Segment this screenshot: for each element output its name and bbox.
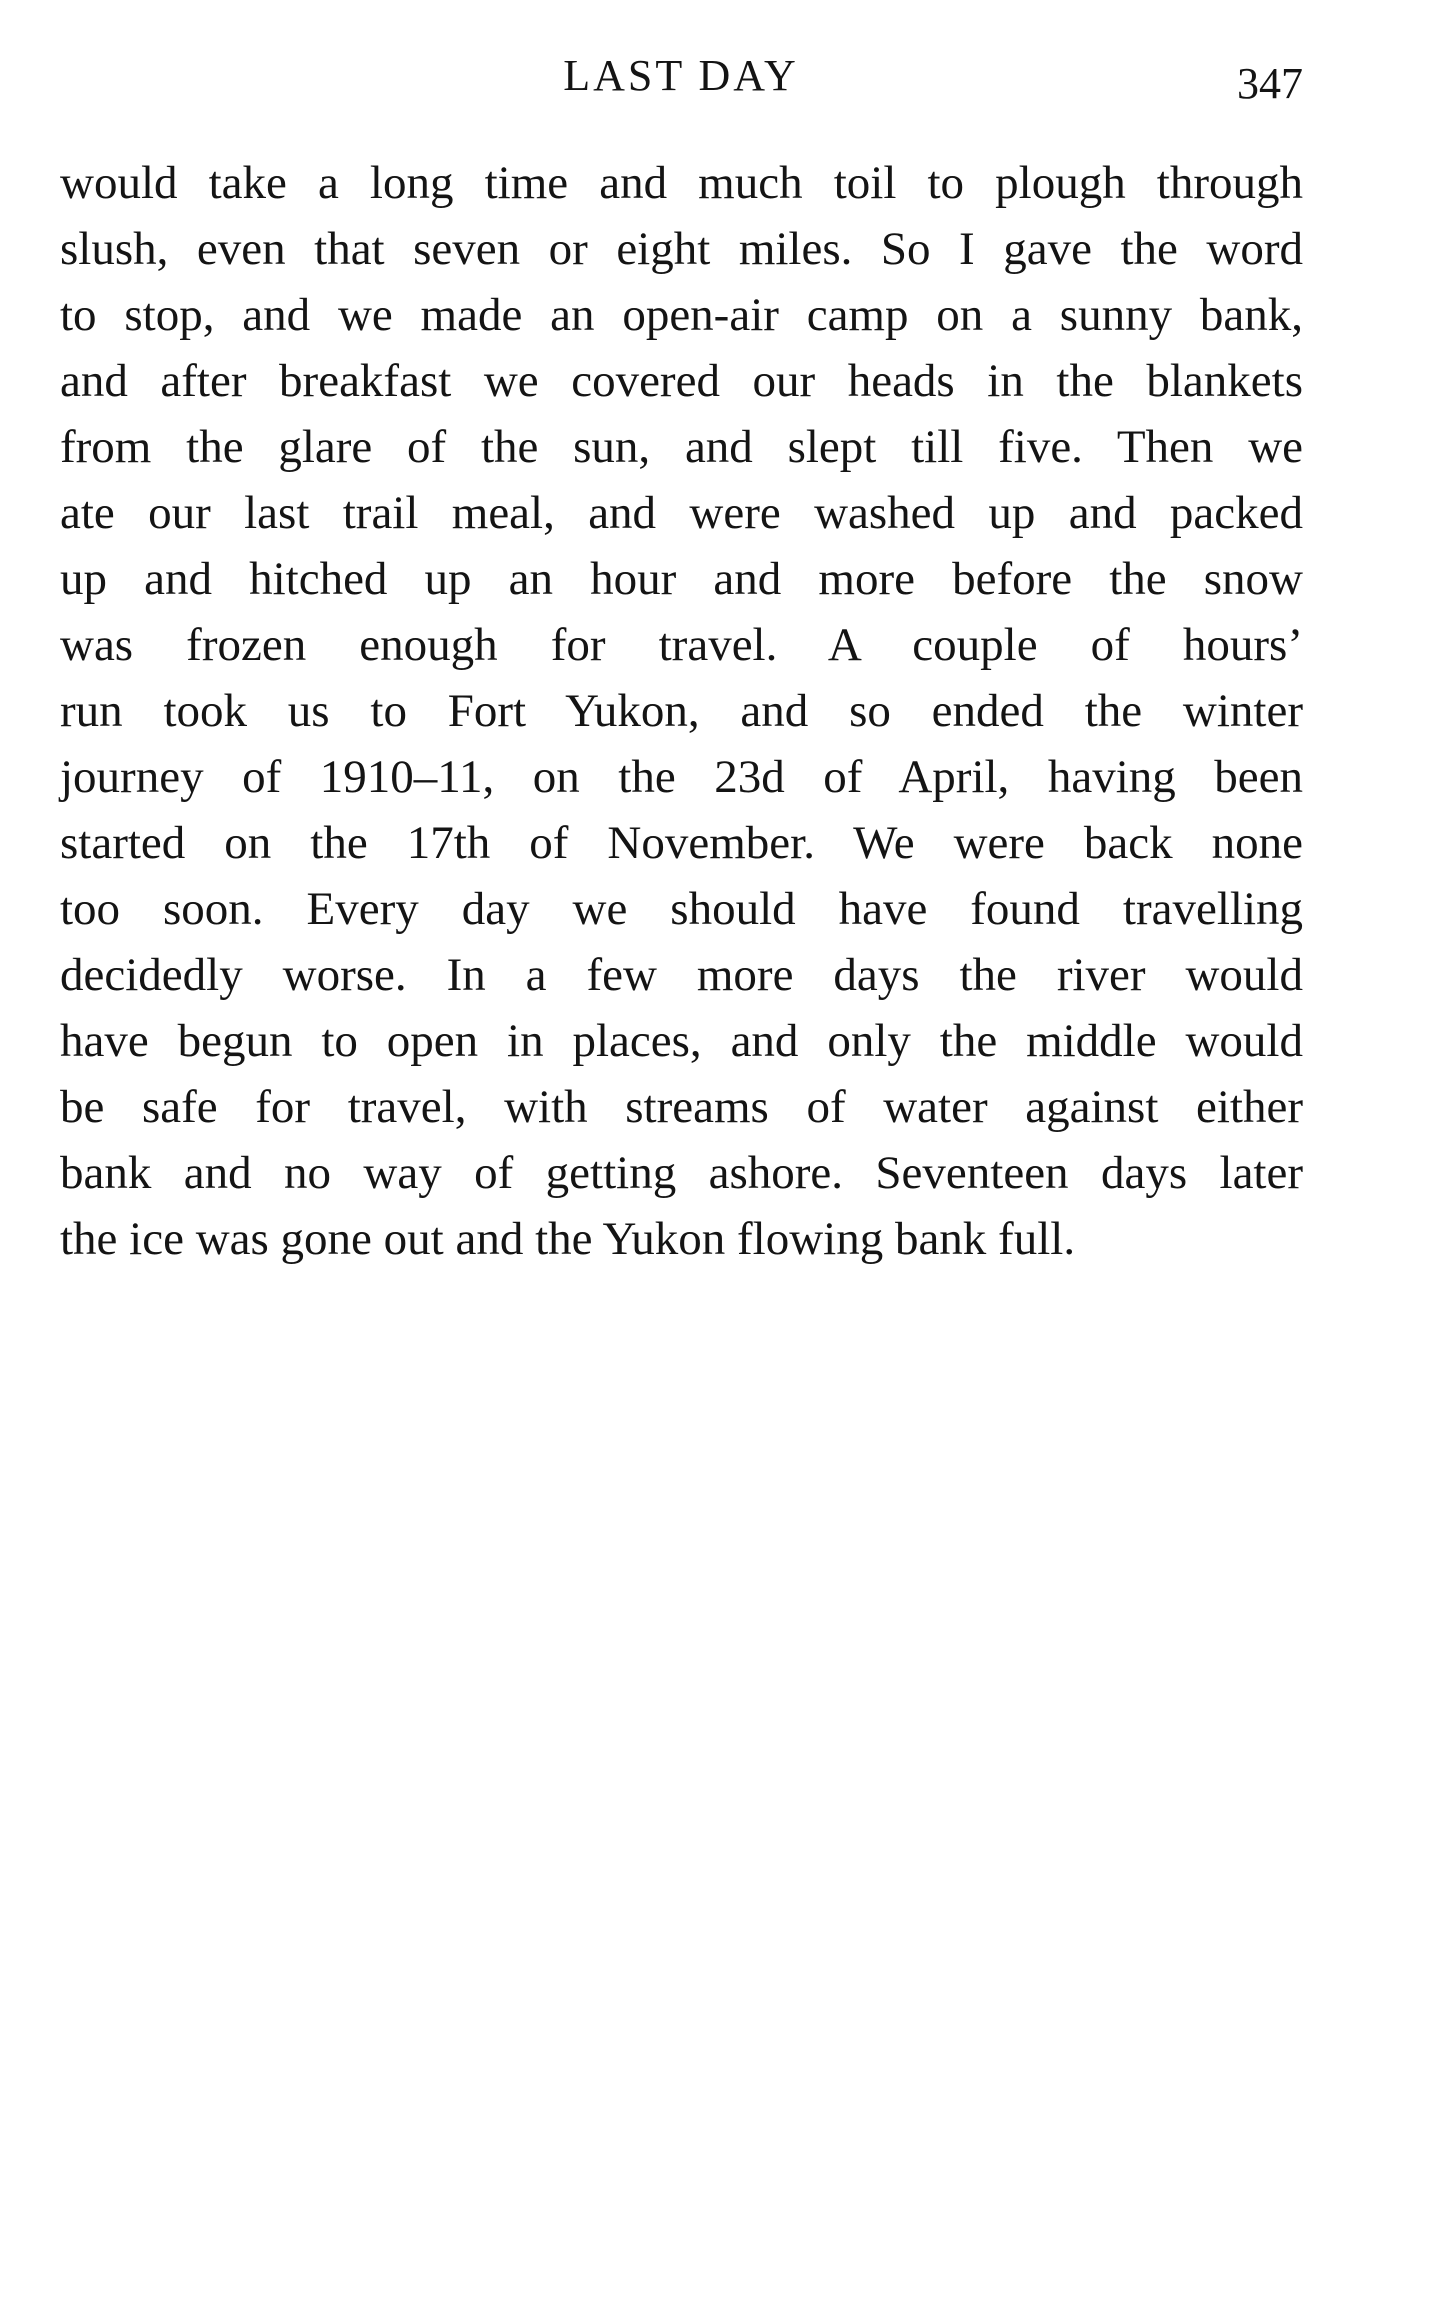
text-line: from the glare of the sun, and slept till five. Then we (60, 421, 1303, 473)
running-title: LAST DAY (563, 51, 799, 100)
text-line: to stop, and we made an open-air camp on a sunny bank, (60, 289, 1303, 341)
text-line: slush, even that seven or eight miles. So I gave the word (60, 223, 1303, 275)
text-line: run took us to Fort Yukon, and so ended the winter (60, 685, 1303, 737)
text-line: decidedly worse. In a few more days the river would (60, 949, 1303, 1001)
text-line: bank and no way of getting ashore. Seventeen days later (60, 1147, 1303, 1199)
page-number: 347 (1237, 59, 1303, 108)
text-line: would take a long time and much toil to plough through (60, 157, 1303, 209)
text-line: ate our last trail meal, and were washed up and packed (60, 487, 1303, 539)
page-header (0, 46, 1455, 106)
body-paragraph (60, 150, 1303, 1272)
text-line: journey of 1910–11, on the 23d of April, having been (60, 751, 1303, 803)
text-line: and after breakfast we covered our heads in the blankets (60, 355, 1303, 407)
text-line: up and hitched up an hour and more before the snow (60, 553, 1303, 605)
text-line: too soon. Every day we should have found travelling (60, 883, 1303, 935)
text-line: was frozen enough for travel. A couple of hours’ (60, 619, 1303, 671)
text-line: started on the 17th of November. We were back none (60, 817, 1303, 869)
text-line: the ice was gone out and the Yukon flowing bank full. (60, 1213, 1076, 1265)
text-line: have begun to open in places, and only the middle would (60, 1015, 1303, 1067)
text-line: be safe for travel, with streams of water against either (60, 1081, 1303, 1133)
